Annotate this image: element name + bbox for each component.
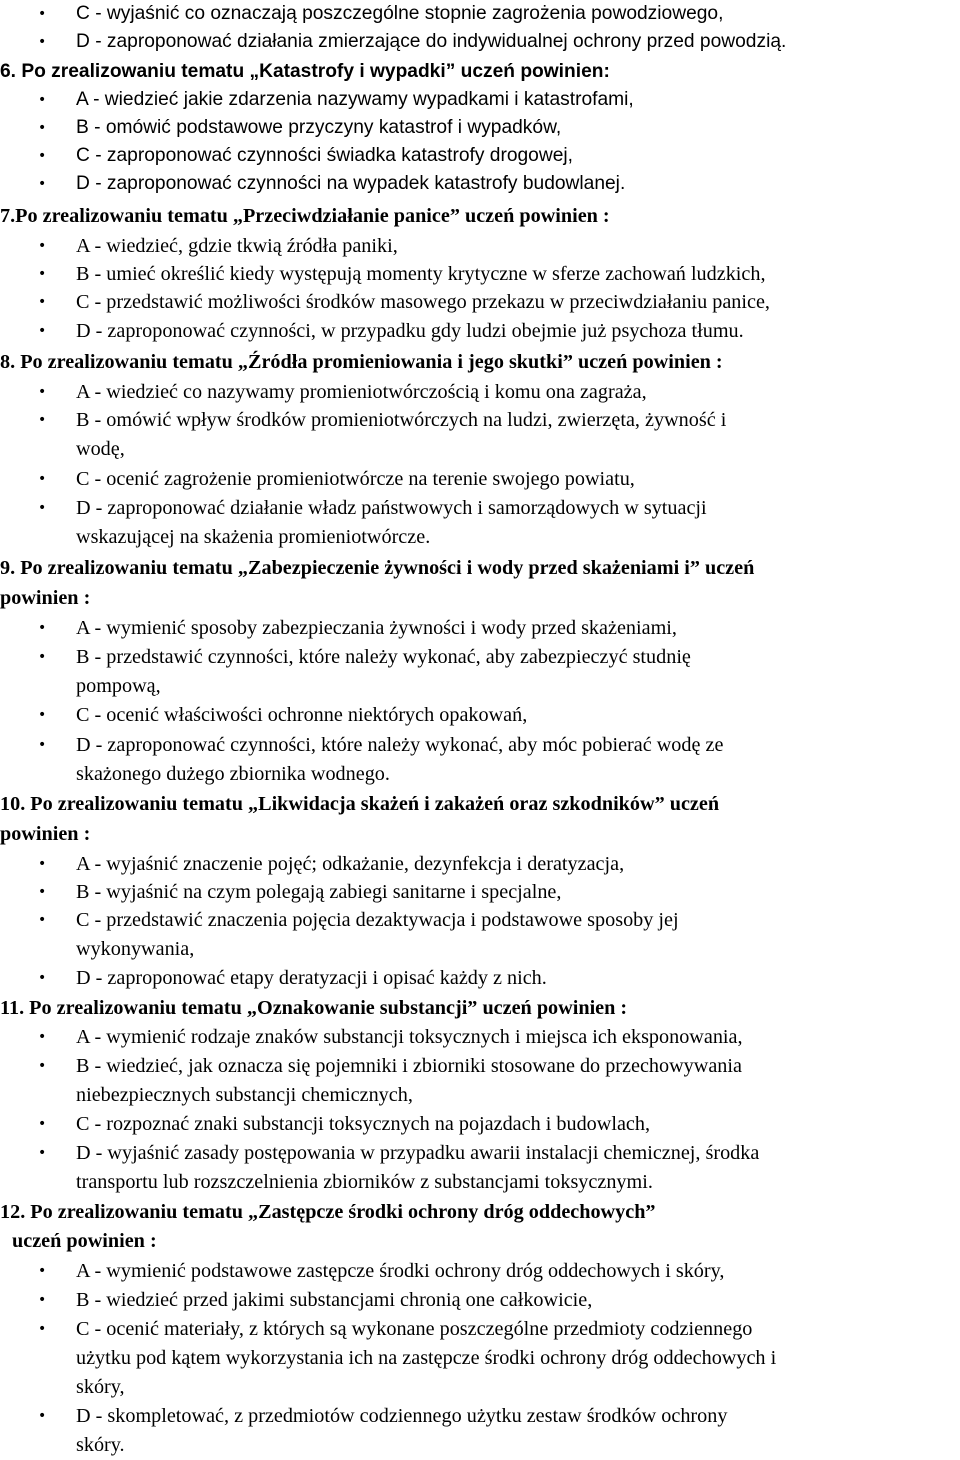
bullet-marker: • bbox=[38, 176, 47, 192]
list-item-continuation: użytku pod kątem wykorzystania ich na zastępcze środki ochrony dróg oddechowych i bbox=[76, 1347, 777, 1369]
list-item: D - zaproponować działania zmierzające do indywidualnej ochrony przed powodzią. bbox=[76, 31, 787, 52]
bullet-marker: • bbox=[38, 92, 47, 108]
list-item-continuation: wskazującej na skażenia promieniotwórcze. bbox=[76, 526, 431, 548]
section-heading: 6. Po zrealizowaniu tematu „Katastrofy i wypadki” uczeń powinien: bbox=[0, 61, 610, 82]
list-item-continuation: pompową, bbox=[76, 675, 161, 697]
list-item: C - wyjaśnić co oznaczają poszczególne stopnie zagrożenia powodziowego, bbox=[76, 3, 724, 24]
bullet-marker: • bbox=[38, 120, 47, 136]
bullet-marker: • bbox=[38, 294, 47, 310]
list-item: C - ocenić zagrożenie promieniotwórcze na terenie swojego powiatu, bbox=[76, 468, 635, 490]
list-item: D - zaproponować czynności, w przypadku gdy ludzi obejmie już psychoza tłumu. bbox=[76, 320, 744, 342]
section-heading: 8. Po zrealizowaniu tematu „Źródła promieniowania i jego skutki” uczeń powinien : bbox=[0, 351, 723, 373]
bullet-marker: • bbox=[38, 238, 47, 254]
list-item: B - przedstawić czynności, które należy wykonać, aby zabezpieczyć studnię bbox=[76, 646, 691, 668]
list-item: D - wyjaśnić zasady postępowania w przypadku awarii instalacji chemicznej, środka bbox=[76, 1142, 760, 1164]
list-item: A - wiedzieć, gdzie tkwią źródła paniki, bbox=[76, 235, 398, 257]
list-item: A - wymienić rodzaje znaków substancji toksycznych i miejsca ich eksponowania, bbox=[76, 1026, 743, 1048]
list-item: A - wiedzieć co nazywamy promieniotwórczością i komu ona zagraża, bbox=[76, 381, 647, 403]
list-item: A - wymienić podstawowe zastępcze środki ochrony dróg oddechowych i skóry, bbox=[76, 1260, 725, 1282]
bullet-marker: • bbox=[38, 1408, 47, 1424]
bullet-marker: • bbox=[38, 707, 47, 723]
bullet-marker: • bbox=[38, 1058, 47, 1074]
list-item: A - wymienić sposoby zabezpieczania żywności i wody przed skażeniami, bbox=[76, 617, 677, 639]
list-item: C - przedstawić możliwości środków masowego przekazu w przeciwdziałaniu panice, bbox=[76, 291, 770, 313]
list-item: B - omówić wpływ środków promieniotwórczych na ludzi, zwierzęta, żywność i bbox=[76, 409, 727, 431]
list-item: B - wiedzieć przed jakimi substancjami chronią one całkowicie, bbox=[76, 1289, 593, 1311]
list-item: C - ocenić właściwości ochronne niektórych opakowań, bbox=[76, 704, 528, 726]
bullet-marker: • bbox=[38, 1145, 47, 1161]
section-heading: powinien : bbox=[0, 587, 91, 609]
bullet-marker: • bbox=[38, 1292, 47, 1308]
list-item: C - ocenić materiały, z których są wykonane poszczególne przedmioty codziennego bbox=[76, 1318, 753, 1340]
bullet-marker: • bbox=[38, 1029, 47, 1045]
list-item-continuation: wykonywania, bbox=[76, 938, 195, 960]
section-heading: 9. Po zrealizowaniu tematu „Zabezpieczenie żywności i wody przed skażeniami i” uczeń bbox=[0, 557, 755, 579]
section-heading: 12. Po zrealizowaniu tematu „Zastępcze środki ochrony dróg oddechowych” bbox=[0, 1201, 656, 1223]
bullet-marker: • bbox=[38, 620, 47, 636]
bullet-marker: • bbox=[38, 148, 47, 164]
list-item: C - przedstawić znaczenia pojęcia dezaktywacja i podstawowe sposoby jej bbox=[76, 909, 679, 931]
list-item-continuation: transportu lub rozszczelnienia zbiorników z substancjami toksycznymi. bbox=[76, 1171, 653, 1193]
list-item-continuation: wodę, bbox=[76, 438, 125, 460]
list-item: B - wyjaśnić na czym polegają zabiegi sanitarne i specjalne, bbox=[76, 881, 562, 903]
list-item: C - rozpoznać znaki substancji toksycznych na pojazdach i budowlach, bbox=[76, 1113, 651, 1135]
bullet-marker: • bbox=[38, 412, 47, 428]
bullet-marker: • bbox=[38, 1116, 47, 1132]
list-item: D - skompletować, z przedmiotów codziennego użytku zestaw środków ochrony bbox=[76, 1405, 728, 1427]
bullet-marker: • bbox=[38, 266, 47, 282]
list-item: D - zaproponować działanie władz państwowych i samorządowych w sytuacji bbox=[76, 497, 707, 519]
list-item: A - wiedzieć jakie zdarzenia nazywamy wypadkami i katastrofami, bbox=[76, 89, 634, 110]
list-item: D - zaproponować etapy deratyzacji i opisać każdy z nich. bbox=[76, 967, 547, 989]
bullet-marker: • bbox=[38, 912, 47, 928]
bullet-marker: • bbox=[38, 384, 47, 400]
list-item-continuation: skóry. bbox=[76, 1434, 125, 1456]
bullet-marker: • bbox=[38, 1321, 47, 1337]
list-item: C - zaproponować czynności świadka katastrofy drogowej, bbox=[76, 145, 573, 166]
bullet-marker: • bbox=[38, 323, 47, 339]
list-item: D - zaproponować czynności, które należy wykonać, aby móc pobierać wodę ze bbox=[76, 734, 724, 756]
list-item: A - wyjaśnić znaczenie pojęć; odkażanie, dezynfekcja i deratyzacja, bbox=[76, 853, 625, 875]
list-item: D - zaproponować czynności na wypadek katastrofy budowlanej. bbox=[76, 173, 626, 194]
bullet-marker: • bbox=[38, 6, 47, 22]
bullet-marker: • bbox=[38, 737, 47, 753]
bullet-marker: • bbox=[38, 500, 47, 516]
bullet-marker: • bbox=[38, 884, 47, 900]
bullet-marker: • bbox=[38, 1263, 47, 1279]
bullet-marker: • bbox=[38, 649, 47, 665]
list-item: B - wiedzieć, jak oznacza się pojemniki i zbiorniki stosowane do przechowywania bbox=[76, 1055, 742, 1077]
list-item: B - omówić podstawowe przyczyny katastrof i wypadków, bbox=[76, 117, 562, 138]
list-item-continuation: skóry, bbox=[76, 1376, 125, 1398]
bullet-marker: • bbox=[38, 471, 47, 487]
section-heading: 7.Po zrealizowaniu tematu „Przeciwdziałanie panice” uczeń powinien : bbox=[0, 205, 610, 227]
bullet-marker: • bbox=[38, 856, 47, 872]
section-heading: 11. Po zrealizowaniu tematu „Oznakowanie substancji” uczeń powinien : bbox=[0, 997, 628, 1019]
section-heading: powinien : bbox=[0, 823, 91, 845]
bullet-marker: • bbox=[38, 34, 47, 50]
bullet-marker: • bbox=[38, 970, 47, 986]
section-heading: 10. Po zrealizowaniu tematu „Likwidacja skażeń i zakażeń oraz szkodników” uczeń bbox=[0, 793, 720, 815]
section-heading: uczeń powinien : bbox=[12, 1230, 157, 1252]
list-item-continuation: niebezpiecznych substancji chemicznych, bbox=[76, 1084, 413, 1106]
list-item: B - umieć określić kiedy występują momenty krytyczne w sferze zachowań ludzkich, bbox=[76, 263, 766, 285]
list-item-continuation: skażonego dużego zbiornika wodnego. bbox=[76, 763, 390, 785]
